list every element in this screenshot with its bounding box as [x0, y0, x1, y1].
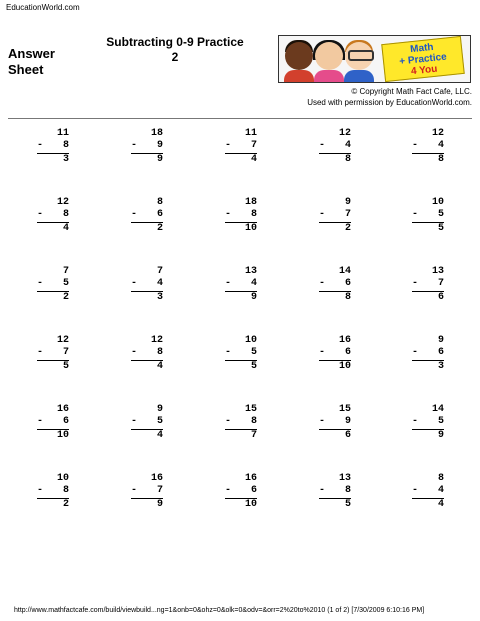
minus-sign: - — [412, 140, 419, 151]
subtrahend-line — [131, 140, 163, 152]
subtrahend: 8 — [250, 209, 257, 220]
problem-row — [0, 473, 480, 533]
site-name: EducationWorld.com — [6, 3, 80, 12]
worksheet-title — [95, 35, 255, 65]
minuend: 16 — [56, 404, 69, 415]
minuend: 7 — [62, 266, 69, 277]
minus-sign: - — [412, 278, 419, 289]
problem-row — [0, 266, 480, 326]
answer: 9 — [156, 154, 163, 165]
answer: 10 — [244, 499, 257, 510]
subtrahend: 6 — [344, 347, 351, 358]
subtraction-problem — [37, 266, 69, 304]
subtrahend-line — [319, 278, 351, 290]
minuend: 7 — [156, 266, 163, 277]
minuend: 10 — [56, 473, 69, 484]
subtrahend-line — [319, 140, 351, 152]
minuend: 12 — [56, 335, 69, 346]
minus-sign: - — [37, 416, 44, 427]
answer: 3 — [437, 361, 444, 372]
subtraction-problem — [37, 473, 69, 511]
answer: 8 — [344, 154, 351, 165]
subtrahend-line — [319, 209, 351, 221]
answer: 10 — [244, 223, 257, 234]
subtraction-problem — [412, 197, 444, 235]
subtrahend-line — [412, 278, 444, 290]
subtrahend: 5 — [62, 278, 69, 289]
minuend: 16 — [338, 335, 351, 346]
subtraction-problem — [225, 335, 257, 373]
subtrahend: 6 — [344, 278, 351, 289]
subtrahend: 6 — [437, 347, 444, 358]
subtrahend-line — [412, 416, 444, 428]
minuend: 10 — [431, 197, 444, 208]
subtraction-problem — [412, 266, 444, 304]
subtraction-problem — [319, 335, 351, 373]
subtrahend: 4 — [437, 140, 444, 151]
kid-icon — [285, 42, 313, 70]
subtrahend-line — [131, 485, 163, 497]
minus-sign: - — [225, 140, 232, 151]
answer: 9 — [437, 430, 444, 441]
minuend: 8 — [156, 197, 163, 208]
subtraction-problem — [131, 404, 163, 442]
subtraction-problem — [131, 266, 163, 304]
logo-line-2: + Practice — [398, 51, 448, 68]
minus-sign: - — [319, 416, 326, 427]
minuend: 16 — [150, 473, 163, 484]
subtraction-problem — [319, 266, 351, 304]
subtrahend-line — [225, 140, 257, 152]
minuend: 13 — [244, 266, 257, 277]
minus-sign: - — [131, 485, 138, 496]
subtrahend: 4 — [344, 140, 351, 151]
subtrahend: 8 — [156, 347, 163, 358]
minuend: 14 — [431, 404, 444, 415]
subtraction-problem — [225, 404, 257, 442]
subtrahend: 9 — [156, 140, 163, 151]
minuend: 15 — [244, 404, 257, 415]
subtrahend-line — [131, 347, 163, 359]
subtrahend: 7 — [156, 485, 163, 496]
minus-sign: - — [225, 485, 232, 496]
subtraction-problem — [412, 404, 444, 442]
subtraction-problem — [225, 473, 257, 511]
logo-note — [381, 36, 465, 82]
minuend: 10 — [244, 335, 257, 346]
subtraction-problem — [37, 197, 69, 235]
minuend: 14 — [338, 266, 351, 277]
subtrahend: 5 — [250, 347, 257, 358]
minus-sign: - — [131, 209, 138, 220]
subtraction-problem — [319, 404, 351, 442]
minuend: 11 — [56, 128, 69, 139]
subtrahend: 7 — [344, 209, 351, 220]
page-footer-url: http://www.mathfactcafe.com/build/viewbuild...ng=1&onb=0&ohz=0&olk=0&odv=&orr=2%20to%2010 (1 of 2) [7/30/2009 6:10:16 PM] — [14, 607, 425, 614]
subtraction-problem — [37, 404, 69, 442]
minuend: 12 — [338, 128, 351, 139]
subtraction-problem — [37, 335, 69, 373]
answer: 4 — [156, 430, 163, 441]
minuend: 9 — [344, 197, 351, 208]
minuend: 9 — [156, 404, 163, 415]
answer: 2 — [62, 292, 69, 303]
minus-sign: - — [131, 278, 138, 289]
subtraction-problem — [319, 473, 351, 511]
minus-sign: - — [225, 416, 232, 427]
subtrahend: 9 — [344, 416, 351, 427]
subtrahend-line — [319, 347, 351, 359]
minus-sign: - — [412, 485, 419, 496]
subtrahend-line — [412, 140, 444, 152]
math-practice-logo — [278, 35, 471, 83]
subtrahend: 5 — [437, 416, 444, 427]
subtrahend-line — [37, 485, 69, 497]
minuend: 8 — [437, 473, 444, 484]
subtraction-problem — [131, 128, 163, 166]
subtrahend-line — [225, 485, 257, 497]
answer: 5 — [437, 223, 444, 234]
answer: 9 — [156, 499, 163, 510]
subtrahend-line — [37, 347, 69, 359]
subtraction-problem — [412, 473, 444, 511]
answer: 5 — [344, 499, 351, 510]
minuend: 16 — [244, 473, 257, 484]
minus-sign: - — [37, 485, 44, 496]
subtraction-problem — [225, 197, 257, 235]
answer: 4 — [437, 499, 444, 510]
minus-sign: - — [225, 278, 232, 289]
minus-sign: - — [37, 347, 44, 358]
subtrahend: 5 — [437, 209, 444, 220]
answer-label-line-2: Sheet — [8, 62, 44, 77]
subtraction-problem — [37, 128, 69, 166]
minus-sign: - — [131, 416, 138, 427]
subtraction-problem — [131, 335, 163, 373]
subtrahend: 6 — [250, 485, 257, 496]
minus-sign: - — [319, 347, 326, 358]
subtrahend-line — [412, 485, 444, 497]
answer: 3 — [62, 154, 69, 165]
subtraction-problem — [319, 128, 351, 166]
answer: 8 — [344, 292, 351, 303]
subtrahend-line — [131, 416, 163, 428]
subtrahend: 8 — [62, 485, 69, 496]
subtrahend: 5 — [156, 416, 163, 427]
answer: 10 — [56, 430, 69, 441]
subtrahend: 4 — [437, 485, 444, 496]
subtrahend: 7 — [250, 140, 257, 151]
minus-sign: - — [412, 416, 419, 427]
minus-sign: - — [37, 209, 44, 220]
minuend: 11 — [244, 128, 257, 139]
subtrahend: 6 — [62, 416, 69, 427]
subtraction-problem — [412, 335, 444, 373]
subtrahend-line — [412, 347, 444, 359]
answer: 5 — [62, 361, 69, 372]
copyright-line-2: Used with permission by EducationWorld.com. — [307, 98, 472, 107]
subtrahend: 8 — [62, 209, 69, 220]
minuend: 12 — [150, 335, 163, 346]
subtrahend-line — [37, 278, 69, 290]
problem-row — [0, 128, 480, 188]
subtrahend-line — [319, 416, 351, 428]
subtraction-problem — [319, 197, 351, 235]
subtraction-problem — [131, 197, 163, 235]
minus-sign: - — [37, 140, 44, 151]
subtrahend: 4 — [250, 278, 257, 289]
subtrahend-line — [319, 485, 351, 497]
minus-sign: - — [412, 209, 419, 220]
minuend: 12 — [56, 197, 69, 208]
minuend: 18 — [244, 197, 257, 208]
subtrahend-line — [412, 209, 444, 221]
logo-line-3: 4 You — [410, 63, 438, 78]
subtrahend-line — [131, 209, 163, 221]
minuend: 15 — [338, 404, 351, 415]
answer: 4 — [156, 361, 163, 372]
logo-line-1: Math — [409, 41, 435, 56]
subtrahend-line — [37, 209, 69, 221]
minus-sign: - — [412, 347, 419, 358]
subtrahend: 7 — [437, 278, 444, 289]
minuend: 13 — [431, 266, 444, 277]
minus-sign: - — [225, 209, 232, 220]
answer: 4 — [62, 223, 69, 234]
subtrahend: 4 — [156, 278, 163, 289]
answer-sheet-label — [8, 46, 55, 78]
answer: 7 — [250, 430, 257, 441]
copyright-line-1: © Copyright Math Fact Cafe, LLC. — [351, 87, 472, 96]
minus-sign: - — [319, 209, 326, 220]
minuend: 9 — [437, 335, 444, 346]
answer: 2 — [62, 499, 69, 510]
header-divider — [8, 118, 472, 119]
answer: 5 — [250, 361, 257, 372]
answer: 10 — [338, 361, 351, 372]
minuend: 13 — [338, 473, 351, 484]
answer: 8 — [437, 154, 444, 165]
minuend: 12 — [431, 128, 444, 139]
answer: 3 — [156, 292, 163, 303]
minus-sign: - — [131, 347, 138, 358]
minus-sign: - — [131, 140, 138, 151]
subtraction-problem — [225, 266, 257, 304]
subtrahend: 8 — [344, 485, 351, 496]
subtrahend: 6 — [156, 209, 163, 220]
kid-icon — [315, 42, 343, 70]
subtrahend: 7 — [62, 347, 69, 358]
subtraction-problem — [131, 473, 163, 511]
problem-row — [0, 404, 480, 464]
minus-sign: - — [225, 347, 232, 358]
minus-sign: - — [319, 485, 326, 496]
answer: 4 — [250, 154, 257, 165]
subtrahend-line — [131, 278, 163, 290]
answer: 2 — [344, 223, 351, 234]
subtrahend-line — [225, 209, 257, 221]
subtrahend: 8 — [62, 140, 69, 151]
subtrahend-line — [225, 347, 257, 359]
minus-sign: - — [319, 140, 326, 151]
answer-label-line-1: Answer — [8, 46, 55, 61]
answer: 6 — [344, 430, 351, 441]
problem-row — [0, 197, 480, 257]
title-line-1: Subtracting 0-9 Practice — [106, 35, 244, 49]
subtrahend-line — [37, 140, 69, 152]
answer: 6 — [437, 292, 444, 303]
problem-row — [0, 335, 480, 395]
subtraction-problem — [412, 128, 444, 166]
copyright-notice — [307, 86, 472, 108]
answer: 9 — [250, 292, 257, 303]
subtrahend: 8 — [250, 416, 257, 427]
title-line-2: 2 — [171, 50, 179, 64]
minus-sign: - — [37, 278, 44, 289]
subtrahend-line — [225, 278, 257, 290]
subtrahend-line — [225, 416, 257, 428]
minus-sign: - — [319, 278, 326, 289]
subtraction-problem — [225, 128, 257, 166]
minuend: 18 — [150, 128, 163, 139]
subtrahend-line — [37, 416, 69, 428]
answer: 2 — [156, 223, 163, 234]
